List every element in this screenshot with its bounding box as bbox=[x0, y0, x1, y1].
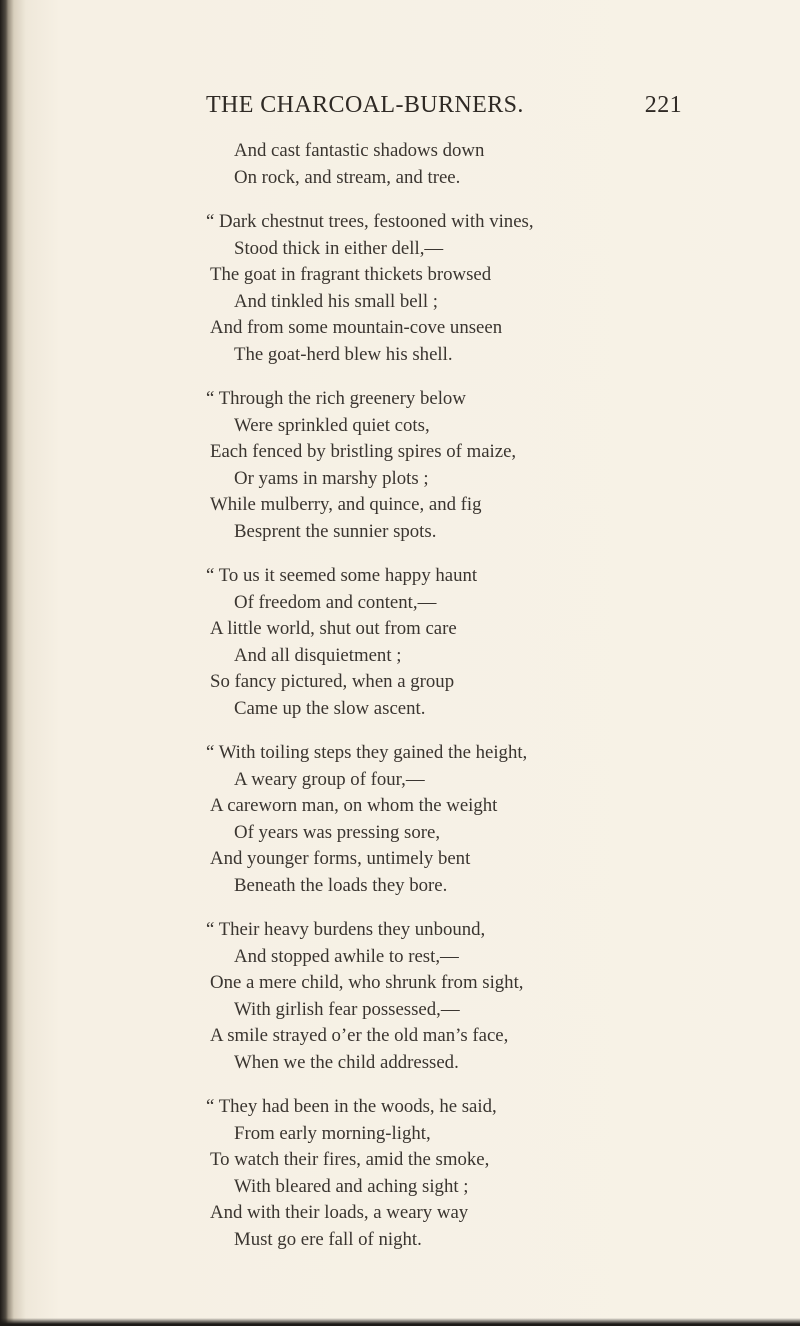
poem-line: Must go ere fall of night. bbox=[234, 1228, 422, 1250]
poem-line: When we the child addressed. bbox=[234, 1051, 459, 1073]
stanza-2 bbox=[206, 209, 630, 368]
poem-line: Or yams in marshy plots ; bbox=[234, 467, 429, 489]
poem-line: “ Dark chestnut trees, festooned with vines, bbox=[206, 211, 534, 232]
poem-line: And tinkled his small bell ; bbox=[234, 290, 438, 312]
poem-line: “ Their heavy burdens they unbound, bbox=[206, 919, 486, 940]
poem-line: A weary group of four,— bbox=[234, 768, 425, 790]
poem-line: Stood thick in either dell,— bbox=[234, 237, 444, 259]
page-number: 221 bbox=[644, 92, 682, 118]
poem-line: Were sprinkled quiet cots, bbox=[234, 414, 430, 436]
poem-line: Of years was pressing sore, bbox=[234, 821, 441, 843]
stanza-4 bbox=[206, 563, 630, 722]
poem-line: “ They had been in the woods, he said, bbox=[206, 1096, 497, 1117]
poem-line: And from some mountain-cove unseen bbox=[210, 317, 503, 338]
poem-line: Came up the slow ascent. bbox=[234, 697, 426, 719]
stanza-1 bbox=[210, 138, 630, 191]
poem-line: “ To us it seemed some happy haunt bbox=[206, 565, 478, 586]
poem-line: Besprent the sunnier spots. bbox=[234, 520, 437, 542]
poem-line: With bleared and aching sight ; bbox=[234, 1175, 469, 1197]
poem-line: With girlish fear possessed,— bbox=[234, 998, 460, 1020]
poem-line: One a mere child, who shrunk from sight, bbox=[210, 972, 524, 993]
poem-line: And with their loads, a weary way bbox=[210, 1202, 469, 1223]
poem-line: And stopped awhile to rest,— bbox=[234, 945, 459, 967]
poem-line: And all disquietment ; bbox=[234, 644, 402, 666]
poem-text bbox=[206, 138, 630, 1271]
poem-line: And younger forms, untimely bent bbox=[210, 848, 471, 869]
poem-line: So fancy pictured, when a group bbox=[210, 671, 455, 692]
poem-line: “ Through the rich greenery below bbox=[206, 388, 466, 409]
poem-line: Each fenced by bristling spires of maize, bbox=[210, 441, 517, 462]
running-title: THE CHARCOAL-BURNERS. bbox=[206, 92, 524, 118]
poem-line: “ With toiling steps they gained the height, bbox=[206, 742, 528, 763]
stanza-6 bbox=[206, 917, 630, 1076]
page-binding-edge bbox=[0, 0, 8, 1326]
page-bottom-edge bbox=[0, 1318, 800, 1326]
stanza-5 bbox=[206, 740, 630, 899]
poem-line: From early morning-light, bbox=[234, 1122, 431, 1144]
poem-line: A smile strayed o’er the old man’s face, bbox=[210, 1025, 509, 1046]
poem-line: And cast fantastic shadows down bbox=[234, 140, 485, 161]
poem-line: The goat in fragrant thickets browsed bbox=[210, 264, 492, 285]
poem-line: Of freedom and content,— bbox=[234, 591, 437, 613]
poem-line: To watch their fires, amid the smoke, bbox=[210, 1149, 490, 1170]
running-head bbox=[206, 92, 682, 126]
poem-line: Beneath the loads they bore. bbox=[234, 874, 448, 896]
poem-line: The goat-herd blew his shell. bbox=[234, 343, 453, 365]
poem-line: A little world, shut out from care bbox=[210, 618, 457, 639]
poem-line: A careworn man, on whom the weight bbox=[210, 795, 498, 816]
poem-line: While mulberry, and quince, and fig bbox=[210, 494, 482, 515]
stanza-3 bbox=[206, 386, 630, 545]
poem-line: On rock, and stream, and tree. bbox=[234, 166, 461, 188]
stanza-7 bbox=[206, 1094, 630, 1253]
